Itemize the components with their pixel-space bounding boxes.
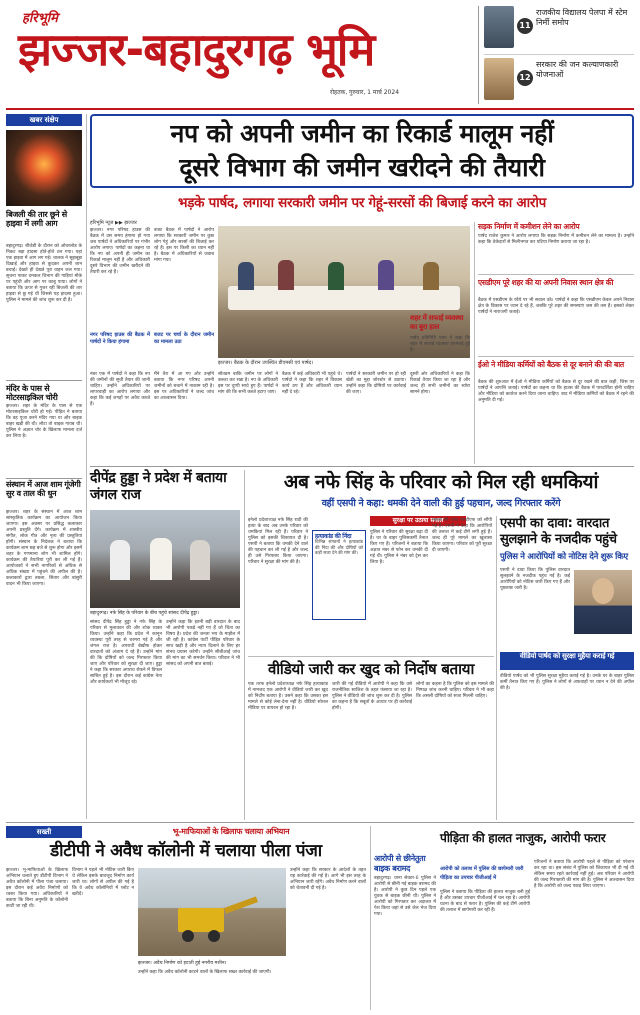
- threat-col-3: मामले की जांच एसटीएफ को सौंपी गई है। एसपी ने कहा कि आरोपियों की तलाश में कई टीमें लगी हुई हैं। जल्द ही पूरे मामले का खुलासा किया जाएगा। परिवार को पूरी सुरक्षा दी जाएगी।: [432, 518, 494, 553]
- lead-side-body: पार्षद प्रतिनिधि पवन ने कहा कि शहर में सफाई व्यवस्था चरमराई हुई है।: [410, 336, 472, 353]
- right-story2-body: बैठक में एसडीएम के रवैये पर भी सवाल उठे। पार्षदों ने कहा कि एसडीएम केवल अपने निवास क्षेत्र के विकास पर ध्यान दे रहे हैं, जबकि पूरे शहर की समस्याएं जस की तस हैं। इसको लेकर पार्षदों ने नाराजगी जताई।: [478, 298, 636, 315]
- dtp-col-2: विभाग ने पहले भी नोटिस जारी किए थे लेकिन इसके बावजूद निर्माण कार्य जारी था। लोगों से अपील की गई है कि वे अवैध कॉलोनियों में प्लॉट न खरीदें।: [72, 868, 136, 897]
- lead-bullet-1: नगर परिषद हाउस की बैठक में पार्षदों ने किया हंगामा: [90, 332, 152, 345]
- sp-box: [500, 652, 634, 670]
- dtp-headline: डीटीपी ने अवैध कॉलोनी में चलाया पीला पंजा: [50, 841, 322, 861]
- right-rail: [478, 222, 634, 460]
- teaser-photo-1: [484, 6, 514, 48]
- teaser-num-2: 12: [517, 70, 533, 86]
- left-item-1-title: बिजली की तार छूने से हाइवा में लगी आग: [6, 210, 67, 228]
- left-item-2-body: झज्जर। शहर के मंदिर के पास से एक मोटरसाइकिल चोरी हो गई। पीड़ित ने बताया कि वह पूजा करने मंदिर गया था और बाइक बाहर खड़ी की थी। लौटा तो बाइक गायब थी। पुलिस ने अज्ञात चोर के खिलाफ मामला दर्ज कर लिया है।: [6, 404, 84, 439]
- dtp-col-1: झज्जर। भू-माफियाओं के खिलाफ अभियान चलाते हुए डीटीपी विभाग ने अवैध कॉलोनी में पीला पंजा चलाया। इस दौरान कई अवैध निर्माणों को ध्वस्त किया गया। अधिकारियों ने बताया कि बिना अनुमति के कॉलोनी काटी जा रही थी।: [6, 868, 70, 909]
- fire-photo: [6, 130, 82, 206]
- condolence-heading: हत्याकांड की निंदा: [315, 533, 352, 540]
- victim-bullet-2: पीड़िता का उपचार पीजीआई में: [440, 874, 497, 881]
- video-col-1: एक तरफ इनेलो प्रदेशाध्यक्ष नफे सिंह हत्याकांड में नामजद एक आरोपी ने वीडियो जारी कर खुद को निर्दोष बताया है। उसने कहा कि उसका इस मामले से कोई लेना-देना नहीं है। वीडियो सोशल मीडिया पर वायरल हो रहा है।: [248, 682, 330, 711]
- lead-col-4: मैंने तैरा में आ गए और उन्होंने बताया कि नगर परिषद अपनी जमीनों को बचाने में नाकाम रही है। इस पर अधिकारियों ने जल्द जांच का आश्वासन दिया।: [154, 372, 216, 401]
- dtp-caption: झज्जर। अवैध निर्माण को हटाती हुई नगरीय मशीन।: [138, 961, 227, 966]
- threat-headline: अब नफे सिंह के परिवार को मिल रही धमकियां: [283, 471, 599, 493]
- sp-box-heading: वीडियो पार्षद को सुरक्षा मुहैया कराई गई: [519, 652, 615, 660]
- lead-col-2: बजट बैठक में पार्षदों ने आरोप लगाया कि सरकारी जमीन पर कुछ लोग गेहूं और सरसों की बिजाई कर रहे हैं। इस पर किसी का ध्यान नहीं है। बैठक में अधिकारियों से जवाब मांगा गया।: [154, 228, 216, 263]
- hooda-caption: बहादुरगढ़। नफे सिंह के परिवार के बीच पहुंचे सांसद दीपेंद्र हुड्डा।: [90, 611, 199, 616]
- second-band: [90, 470, 634, 822]
- lead-col-5: सौतडम बाकि जमीन पर लोगों ने कब्जा कर रखा है। नप के अधिकारी इस पर चुप्पी साधे हुए हैं। पार्षदों ने मांग की कि सभी कब्जे हटाए जाएं।: [218, 372, 280, 395]
- left-item-3-body: झज्जर। शहर के संस्थान में आज शाम सांस्कृतिक कार्यक्रम का आयोजन किया जाएगा। इस अवसर पर प्रसिद्ध कलाकार अपनी प्रस्तुति देंगे। कार्यक्रम में शास्त्रीय संगीत, लोक गीत और नृत्य की प्रस्तुतियां होंगी। संस्थान के निदेशक ने बताया कि कार्यक्रम शाम छह बजे से शुरू होगा और इसमें शहर के गणमान्य लोग भी शामिल होंगे। कार्यक्रम की तैयारियां पूरी कर ली गई हैं। आयोजकों ने सभी नागरिकों से अधिक से अधिक संख्या में पहुंचने की अपील की है। कलाकारों द्वारा तबला, सितार और बांसुरी वादन भी किया जाएगा।: [6, 510, 84, 587]
- video-col-3: लोगों का कहना है कि पुलिस को इस मामले की निष्पक्ष जांच करनी चाहिए। परिवार ने भी कहा कि असली दोषियों को सजा मिलनी चाहिए।: [416, 682, 496, 699]
- hooda-headline: दीपेंद्र हुड्डा ने प्रदेश में बताया जंगल राज: [90, 470, 227, 503]
- left-item-3-title: संस्थान में आज शाम गूंजेगी सुर व ताल की धुन: [6, 480, 81, 498]
- lead-side-heading: शहर में सफाई व्यवस्था का बुरा हाल: [410, 314, 464, 331]
- lead-subhead: भड़के पार्षद, लगाया सरकारी जमीन पर गेहूं-सरसों की बिजाई करने का आरोप: [178, 195, 546, 211]
- video-col-2: जारी की गई वीडियो में आरोपी ने कहा कि उसे राजनीतिक साजिश के तहत फंसाया जा रहा है। पुलिस ने वीडियो की जांच शुरू कर दी है। पुलिस का कहना है कि सबूतों के आधार पर ही कार्रवाई होगी।: [332, 682, 414, 711]
- teaser-photo-2: [484, 58, 514, 100]
- right-story2-heading: एसडीएम पूरे शहर की या अपनी निवास स्थान क्षेत्र की: [478, 278, 614, 287]
- dtp-col-4: उन्होंने कहा कि सरकार के आदेशों के तहत यह कार्रवाई की गई है। आगे भी इस तरह के अभियान जारी रहेंगे। अवैध निर्माण करने वालों को चेतावनी दी गई है।: [290, 868, 368, 891]
- right-story3-body: बैठक की शुरुआत में ईओ ने मीडिया कर्मियों को बैठक से दूर रखने की बात कही, जिस पर पार्षदों ने आपत्ति जताई। पार्षदों का कहना था कि हाउस की बैठक में पारदर्शिता होनी चाहिए और मीडिया को कवरेज करने दिया जाना चाहिए। बाद में मीडिया कर्मियों को बैठक में रहने की अनुमति दी गई।: [478, 380, 636, 403]
- dtp-kicker: भू-माफियाओं के खिलाफ चलाया अभियान: [172, 827, 290, 836]
- masthead-title: झज्जर-बहादुरगढ़ भूमि: [18, 23, 375, 76]
- teaser-1[interactable]: [484, 6, 634, 52]
- lead-col-3: नंबर एक में पार्षदों ने कहा कि नप की जमीनों की सूची तैयार की जानी चाहिए। उन्होंने अधिकारियों पर लापरवाही का आरोप लगाया और कहा कि कई जगहों पर अवैध कब्जे हैं।: [90, 372, 152, 407]
- dateline: रोहतक, गुरुवार, 1 मार्च 2024: [330, 89, 400, 96]
- teaser-text-2: सरकार की जन कल्याणकारी योजनाओं: [536, 60, 619, 79]
- victim-col-2: परिजनों ने बताया कि आरोपी पहले से पीड़िता को परेशान कर रहा था। इस संबंध में पुलिस को शिकायत भी दी गई थी लेकिन समय रहते कार्रवाई नहीं हुई। अब परिवार ने आरोपी की जल्द गिरफ्तारी की मांग की है। पुलिस ने आश्वासन दिया है कि आरोपी को जल्द पकड़ लिया जाएगा।: [534, 860, 636, 889]
- lead-headline-2: दूसरे विभाग की जमीन खरीदने की तैयारी: [179, 153, 545, 182]
- left-rail: [6, 114, 82, 478]
- teaser-2[interactable]: [484, 58, 634, 104]
- sp-box-body: वीडियो पार्षद को भी पुलिस सुरक्षा मुहैया कराई गई है। उनके घर के बाहर पुलिस कर्मी तैनात किए गए हैं। पुलिस ने लोगों से अफवाहों पर ध्यान न देने की अपील की है।: [500, 674, 636, 691]
- sp-photo: [574, 570, 632, 634]
- threat-col-1: इनेलो प्रदेशाध्यक्ष नफे सिंह राठी की हत्या के बाद अब उनके परिवार को धमकियां मिल रही हैं। परिवार ने पुलिस को इसकी शिकायत दी है। एसपी ने बताया कि धमकी देने वाले की पहचान कर ली गई है और जल्द ही उसे गिरफ्तार किया जाएगा। परिवार ने सुरक्षा की मांग की है।: [248, 518, 310, 565]
- video-headline: वीडियो जारी कर खुद को निर्दोष बताया: [267, 660, 475, 678]
- lead-headline-1: नप को अपनी जमीन का रिकार्ड मालूम नहीं: [170, 119, 554, 148]
- victim-bullets: [440, 866, 530, 881]
- threat-subhead: वहीं एसपी ने कहा: धमकी देने वाली की हुई पहचान, जल्द गिरफ्तार करेंगे: [321, 498, 561, 509]
- hooda-body-2: उन्होंने कहा कि इतनी बड़ी वारदात के बाद भी आरोपी पकड़े नहीं गए हैं जो चिंता का विषय है। प्रदेश की जनता भय के माहौल में जी रही है। कांग्रेस पार्टी पीड़ित परिवार के साथ खड़ी है और न्याय दिलाने के लिए हर संभव प्रयास करेगी। उन्होंने सीबीआई जांच की मांग का भी समर्थन किया। परिवार ने भी सांसद को अपनी बात बताई।: [166, 620, 242, 667]
- victim-headline: पीड़िता की हालत नाजुक, आरोपी फरार: [440, 831, 606, 845]
- bike-heading: आरोपी से छीनेतुता बाइक बरामद: [374, 854, 426, 873]
- condolence-box: [312, 530, 366, 620]
- teaser-text-1: राजकीय विद्यालय पेलपा में स्टेम निर्मी समोप: [536, 8, 628, 27]
- right-story1-body: पार्षद राजेश कुमार ने आरोप लगाया कि सड़क निर्माण में कमीशन लेने का मामला है। उन्होंने कहा कि ठेकेदारों से मिलीभगत कर घटिया निर्माण कराया जा रहा है।: [478, 234, 636, 245]
- bike-body: बहादुरगढ़। थाना सेक्टर-6 पुलिस ने आरोपी से छीनी गई बाइक बरामद की है। आरोपी ने कुछ दिन पहले एक युवक से बाइक छीनी थी। पुलिस ने आरोपी को गिरफ्तार कर अदालत में पेश किया जहां से उसे जेल भेज दिया गया।: [374, 876, 438, 917]
- lead-byline: हरिभूमि न्यूज ▶▶ झज्जर: [90, 220, 137, 226]
- masthead: [0, 0, 640, 110]
- left-item-2-title: मंदिर के पास से मोटरसाइकिल चोरी: [6, 384, 58, 402]
- lead-col-7: पार्षदों ने सरकारी जमीन पर हो रही खेती का मुद्दा जोरशोर से उठाया। उन्होंने कहा कि दोषियों पर कार्रवाई की जाए।: [346, 372, 408, 395]
- security-tag: सुरक्षा पर उठाया सवाल: [370, 516, 466, 526]
- sp-body: एसपी ने दावा किया कि पुलिस वारदात सुलझाने के नजदीक पहुंच गई है। कई आरोपियों को नोटिस जारी किए गए हैं और पूछताछ जारी है।: [500, 568, 572, 591]
- bulldozer-photo: [138, 868, 286, 956]
- left-item-1-body: बहादुरगढ़। बीजेडी के दौरान को ओवरलोड के निकट बड़ा हादसा होते-होते टल गया। यहां एक हाइवा में आग लग गई। चालक ने सूझबूझ दिखाई और हाइवा से कूदकर अपनी जान बचाई। देखते ही देखते पूरा वाहन जल गया। सूचना पाकर दमकल विभाग की गाड़ियां मौके पर पहुंची और आग पर काबू पाया। लोगों ने बताया कि ऊपर से गुजर रही बिजली की तार हाइवा से छू गई थी जिससे यह हादसा हुआ। पुलिस ने मामले की जांच शुरू कर दी है।: [6, 244, 84, 303]
- left-rail-lower: [6, 478, 82, 818]
- section-tag: खबर संक्षेप: [6, 114, 82, 126]
- sakhti-tag: सख्ती: [6, 826, 82, 838]
- victim-bullet-1: आरोपी को तलाश में पुलिस की छापेमारी जारी: [440, 866, 524, 872]
- lead-bullet-2: बजट पर चर्चा के दौरान जमीन का मामला उठा: [154, 332, 216, 345]
- sp-subhead: पुलिस ने आरोपियों को नोटिस देने शुरू किए: [500, 552, 628, 562]
- right-story1-heading: सड़क निर्माण में कमीशन लेने का आरोप: [478, 222, 580, 231]
- brand-logo: हरिभूमि: [22, 11, 58, 26]
- teaser-num-1: 11: [517, 18, 533, 34]
- bottom-band: [6, 826, 634, 1010]
- lead-col-6: बैठक में कई अधिकारी भी पहुंचे थे। पार्षदों ने कहा कि शहर में विकास कार्य ठप हैं और अधिकारी ध्यान नहीं दे रहे।: [282, 372, 344, 395]
- hooda-body-1: सांसद दीपेंद्र सिंह हुड्डा ने नफे सिंह के परिवार से मुलाकात की और शोक व्यक्त किया। उन्होंने कहा कि प्रदेश में कानून व्यवस्था पूरी तरह से चरमरा गई है और जंगल राज है। अपराधी बेखौफ होकर वारदातों को अंजाम दे रहे हैं। उन्होंने मांग की कि दोषियों को जल्द गिरफ्तार किया जाए और परिवार को सुरक्षा दी जाए। हुड्डा ने कहा कि सरकार अपराध रोकने में विफल साबित हुई है। इस दौरान कई कांग्रेस नेता और कार्यकर्ता भी मौजूद रहे।: [90, 620, 164, 685]
- threat-col-2: पुलिस ने परिवार की सुरक्षा बढ़ा दी है। घर के बाहर पुलिसकर्मी तैनात किए गए हैं। परिजनों ने बताया कि अज्ञात नंबर से फोन कर धमकी दी गई थी। पुलिस ने नंबर को ट्रेस कर लिया है।: [370, 530, 430, 565]
- condolence-body: विभिन्न संगठनों ने हत्याकांड की निंदा की और दोषियों को कड़ी सजा देने की मांग की।: [315, 540, 365, 556]
- lead-col-1: झज्जर। नगर परिषद हाउस की बैठक में उस समय हंगामा हो गया जब पार्षदों ने अधिकारियों पर गंभीर आरोप लगाए। पार्षदों का कहना था कि नप को अपनी ही जमीन का रिकार्ड मालूम नहीं है और अधिकारी दूसरे विभाग की जमीन खरीदने की तैयारी कर रहे हैं।: [90, 228, 152, 275]
- right-story3-heading: ईओ ने मीडिया कर्मियों को बैठक से दूर बनाने की की बात: [478, 360, 624, 369]
- dtp-col-3: उन्होंने कहा कि अवैध कॉलोनी काटने वालों के खिलाफ सख्त कार्रवाई की जाएगी।: [138, 970, 272, 975]
- victim-col-1: पुलिस ने बताया कि पीड़िता की हालत नाजुक बनी हुई है और उसका उपचार पीजीआई में चल रहा है। आरोपी घटना के बाद से फरार है। पुलिस की कई टीमें आरोपी की तलाश में छापेमारी कर रही हैं।: [440, 890, 532, 913]
- sp-headline: एसपी का दावा: वारदात सुलझाने के नजदीक पहुंचे: [500, 516, 617, 547]
- lead-col-8: दूसरी ओर अधिकारियों ने कहा कि रिकार्ड तैयार किया जा रहा है और जल्द ही सभी जमीनों का ब्योरा सामने होगा।: [410, 372, 472, 395]
- hooda-photo: [90, 510, 240, 608]
- lead-bullets: [90, 332, 150, 345]
- lead-caption: झज्जर। बैठक के दौरान उपस्थित डीएमसी एवं पार्षद।: [218, 360, 314, 366]
